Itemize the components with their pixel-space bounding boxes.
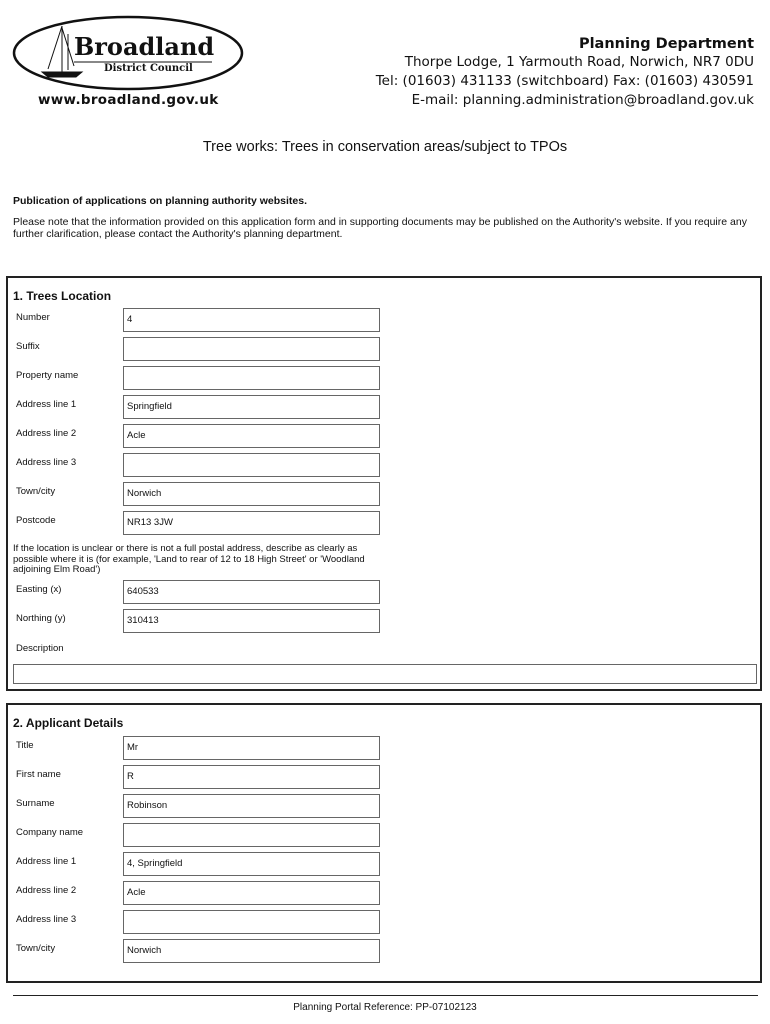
field-label: Company name (16, 827, 84, 838)
address-line-2-field[interactable]: Acle (123, 424, 380, 448)
property-name-field[interactable] (123, 366, 380, 390)
northing-field[interactable]: 310413 (123, 609, 380, 633)
address-line-1-field[interactable]: Springfield (123, 395, 380, 419)
council-logo (12, 14, 244, 92)
footer-divider (13, 995, 758, 996)
website-link[interactable]: www.broadland.gov.uk (38, 92, 219, 108)
first-name-field[interactable]: R (123, 765, 380, 789)
department-phone: Tel: (01603) 431133 (switchboard) Fax: (01603) 430591 (375, 73, 754, 89)
surname-field[interactable]: Robinson (123, 794, 380, 818)
field-label: First name (16, 769, 61, 780)
field-label: Address line 3 (16, 457, 77, 468)
postcode-field[interactable]: NR13 3JW (123, 511, 380, 535)
section-title: 1. Trees Location (13, 289, 112, 303)
applicant-address-line-3-field[interactable] (123, 910, 380, 934)
field-label: Northing (y) (16, 613, 66, 624)
logo-text: Broadland (74, 32, 215, 61)
department-email: E-mail: planning.administration@broadland.gov.uk (411, 92, 754, 108)
field-label: Postcode (16, 515, 56, 526)
field-label: Easting (x) (16, 584, 62, 595)
trees-location-section (6, 276, 762, 691)
town-city-field[interactable]: Norwich (123, 482, 380, 506)
title-field[interactable]: Mr (123, 736, 380, 760)
applicant-address-line-2-field[interactable]: Acle (123, 881, 380, 905)
department-address: Thorpe Lodge, 1 Yarmouth Road, Norwich, NR7 0DU (404, 54, 754, 70)
department-contact (376, 35, 754, 110)
field-label: Town/city (16, 486, 56, 497)
field-label: Title (16, 740, 34, 751)
field-label: Address line 2 (16, 885, 77, 896)
description-field[interactable] (13, 664, 757, 684)
applicant-address-line-1-field[interactable]: 4, Springfield (123, 852, 380, 876)
easting-field[interactable]: 640533 (123, 580, 380, 604)
applicant-town-city-field[interactable]: Norwich (123, 939, 380, 963)
address-line-3-field[interactable] (123, 453, 380, 477)
field-label: Address line 1 (16, 856, 77, 867)
form-title: Tree works: Trees in conservation areas/subject to TPOs (202, 139, 568, 155)
logo-subtext: District Council (104, 63, 193, 74)
publication-heading: Publication of applications on planning authority websites. (13, 195, 308, 207)
field-label: Address line 3 (16, 914, 77, 925)
section-title: 2. Applicant Details (13, 716, 124, 730)
field-label: Address line 2 (16, 428, 77, 439)
description-label: Description (16, 643, 64, 654)
field-label: Number (16, 312, 50, 323)
publication-text: Please note that the information provided on this application form and in supporting documents may be published on the Authority's website. If you require any further clarification, please contact the Authority's planning department. (13, 216, 747, 240)
field-label: Property name (16, 370, 79, 381)
field-label: Suffix (16, 341, 40, 352)
suffix-field[interactable] (123, 337, 380, 361)
company-name-field[interactable] (123, 823, 380, 847)
field-label: Surname (16, 798, 55, 809)
field-label: Address line 1 (16, 399, 77, 410)
department-title: Planning Department (578, 36, 754, 52)
number-field[interactable]: 4 (123, 308, 380, 332)
field-label: Town/city (16, 943, 56, 954)
location-note: If the location is unclear or there is not a full postal address, describe as clearly as possible where it is (for example, 'Land to rear of 12 to 18 High Street' or 'Woodland adjoining Elm Road') (13, 543, 365, 575)
applicant-details-section (6, 703, 762, 983)
portal-reference: Planning Portal Reference: PP-07102123 (293, 1002, 477, 1013)
